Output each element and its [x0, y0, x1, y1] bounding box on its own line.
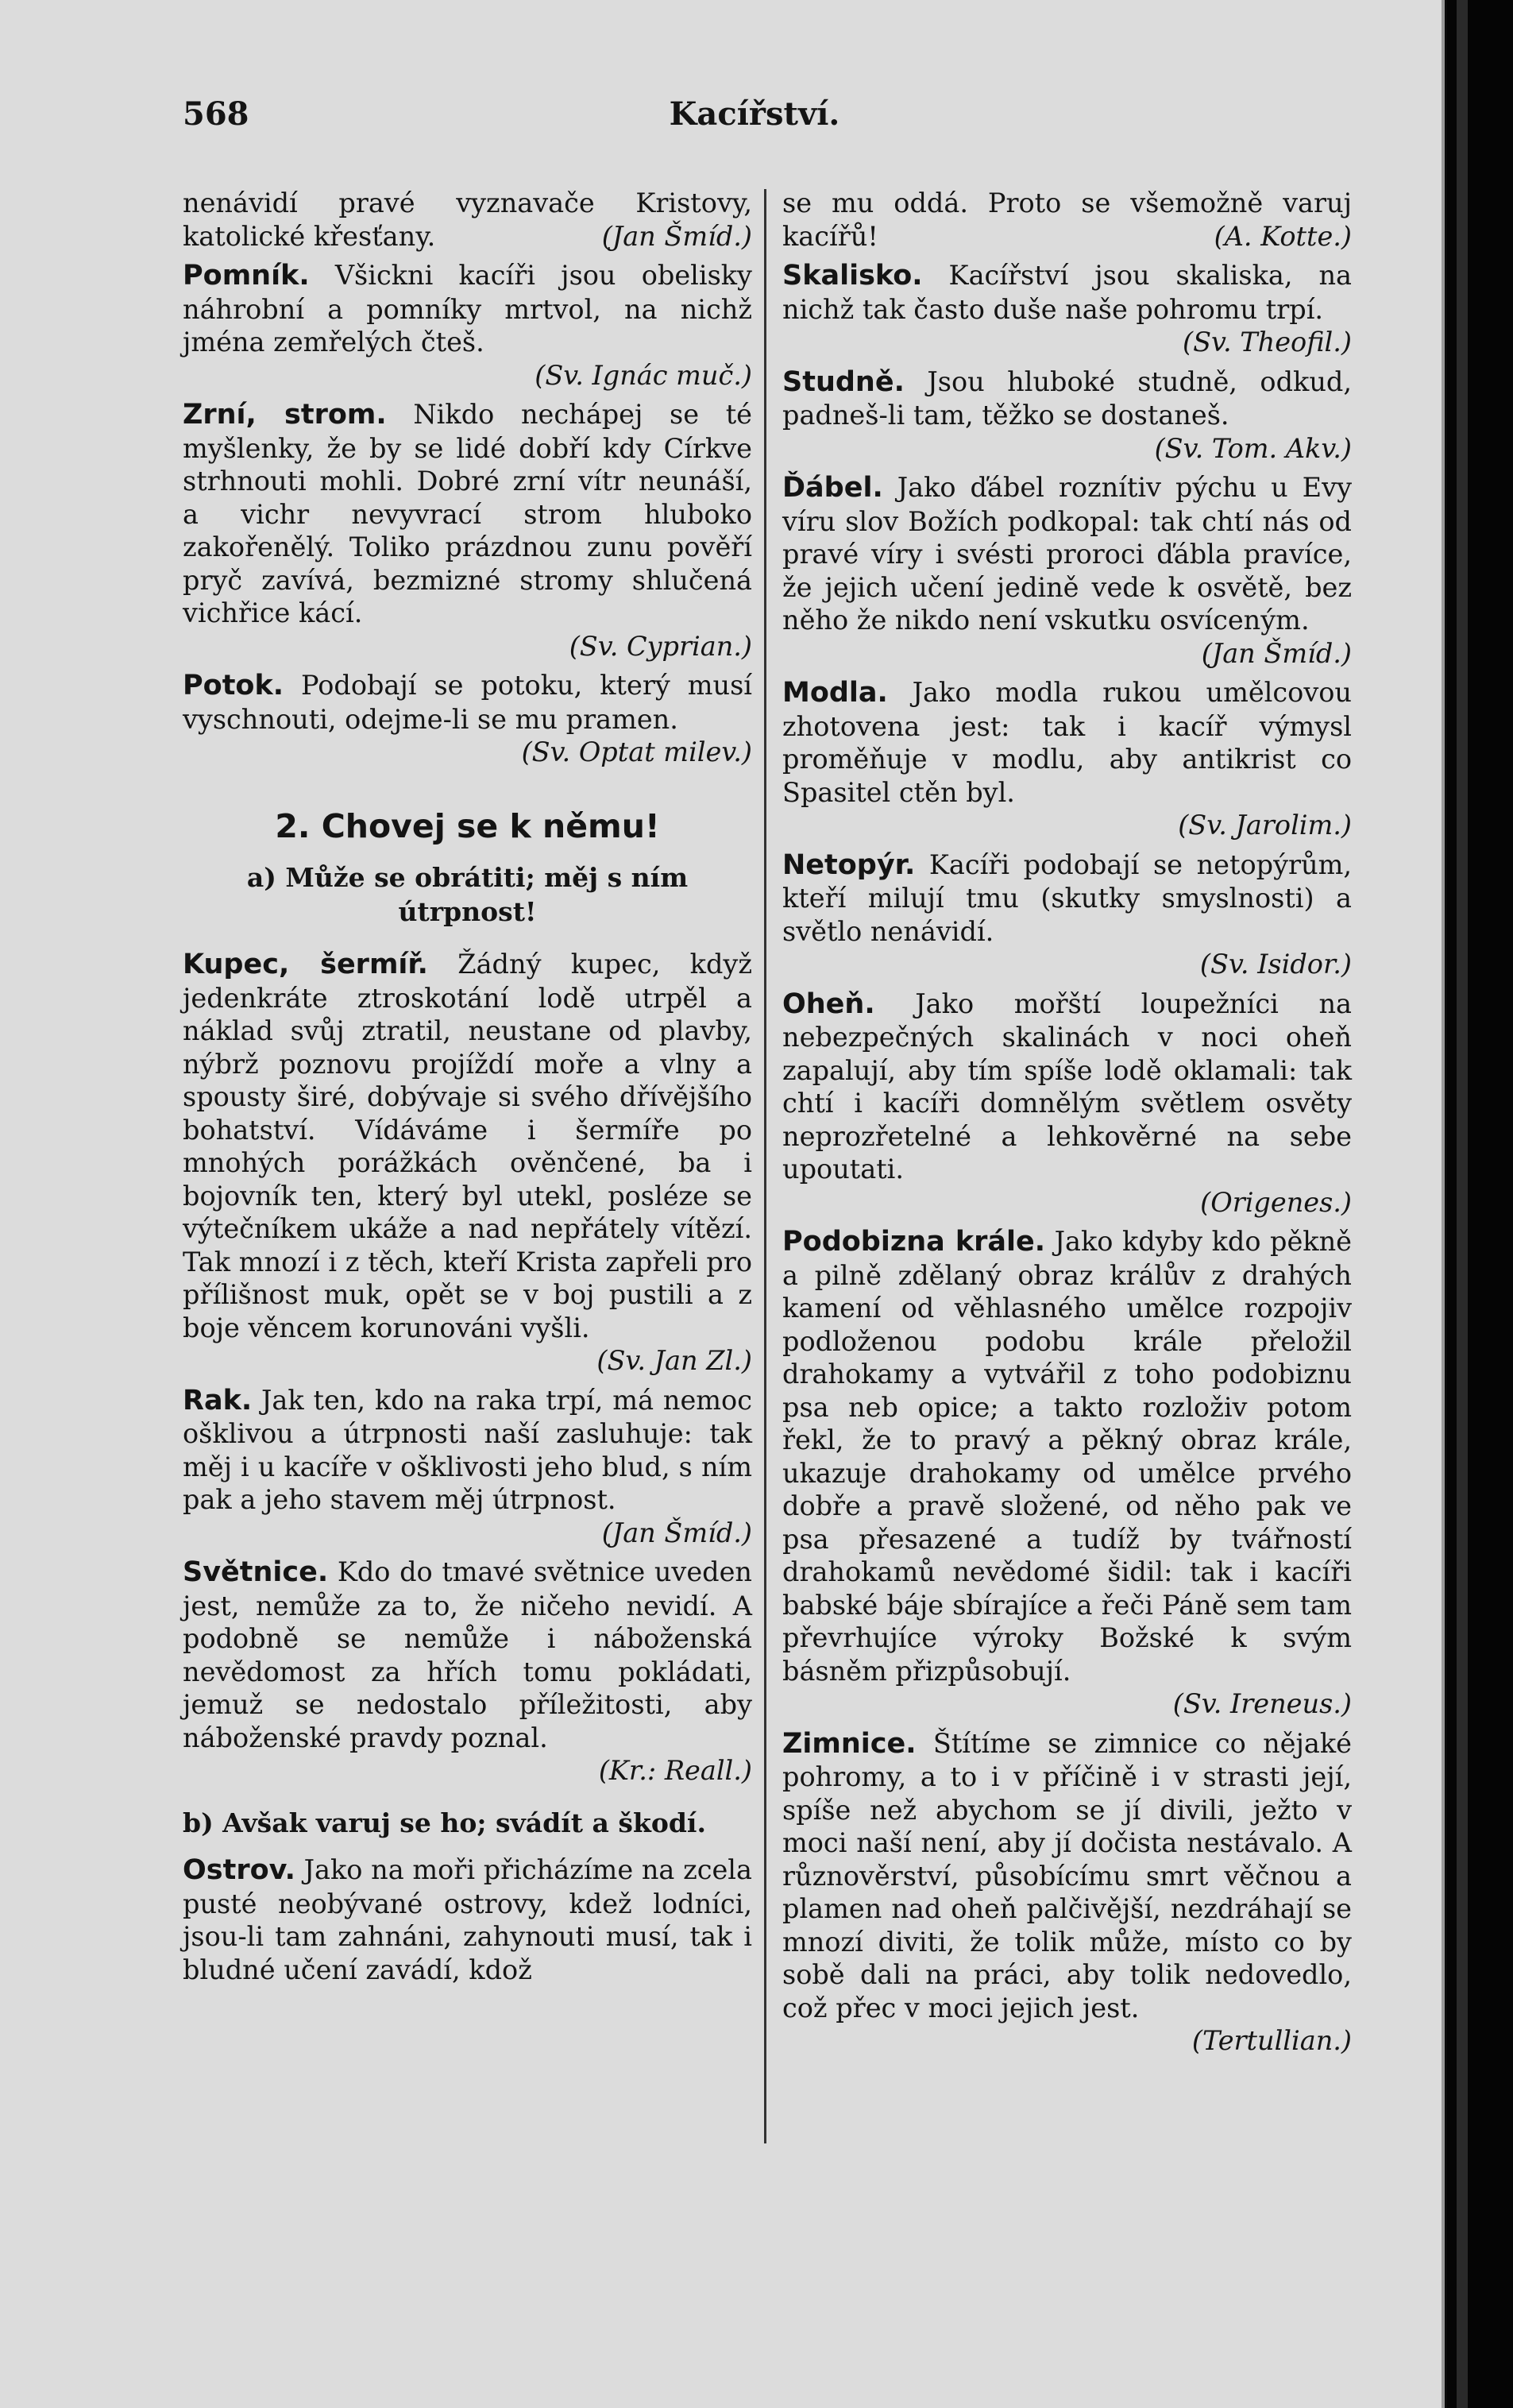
entry-text: Podobají se potoku, který musí vyschnouti, odejme-li se mu pramen. — [183, 670, 752, 735]
entry-paragraph — [782, 988, 1352, 1219]
entry-text: Nikdo nechápej se té myšlenky, že by se lidé dobří kdy Církve strhnouti mohli. Dobré zrní vítr neunáší, a vichr nevyvrací strom hluboko zakořenělý. Toliko prázdnou zunu pověří pryč zavívá, bezmizné stromy shlučená vichřice kácí. — [183, 399, 752, 628]
entry-headword: Studně. — [782, 365, 905, 398]
entry-source: (Sv. Cyprian.) — [569, 630, 752, 662]
entry-text: Kacířství jsou skaliska, na nichž tak často duše naše pohromu trpí. — [782, 260, 1352, 325]
entry-headword: Zimnice. — [782, 1727, 917, 1760]
entry-source: (Sv. Ignác muč.) — [535, 359, 752, 391]
entries-group-a — [183, 259, 752, 769]
entries-group-c — [183, 1853, 752, 1986]
entry-paragraph — [782, 676, 1352, 842]
entry-source: (Sv. Optat milev.) — [521, 736, 752, 767]
entry-source: (Sv. Theofil.) — [1183, 327, 1352, 358]
page-edge-strip — [1457, 0, 1468, 2408]
intro-source: (Jan Šmíd.) — [601, 220, 752, 252]
entry-text: Jako na moři přicházíme na zcela pusté neobývané ostrovy, kdež lodníci, jsou-li tam zahnáni, zahynouti musí, tak i bludné učení zavádí, kdož — [183, 1854, 752, 1985]
entries-group-b — [183, 948, 752, 1788]
entry-text: Jako kdyby kdo pěkně a pilně zdělaný obraz králův z drahých kamení od věhlasného umělce rozpojiv podloženou podobu krále přeložil drahokamy a vytvářil z toho podobiznu psa neb opice; a takto rozloživ potom řekl, že to pravý a pěkný obraz krále, ukazuje drahokamy od umělce prvého dobře a pravě složené, od něho pak ve psa přesazené a tudíž by tvářností drahokamů nevědomé šidil: tak i kacíři babské báje sbírajíce a řeči Páně sem tam převrhujíce výroky Božské k svým básněm přizpůsobují. — [782, 1226, 1353, 1687]
subsection-b-heading: b) Avšak varuj se ho; svádít a škodí. — [183, 1807, 706, 1838]
left-column — [183, 187, 752, 1992]
entry-source: (Tertullian.) — [1191, 2025, 1352, 2056]
entry-headword: Modla. — [782, 677, 888, 709]
entry-source: (Sv. Jarolim.) — [1178, 810, 1352, 841]
entry-source: (Jan Šmíd.) — [1201, 637, 1352, 669]
entry-paragraph — [782, 1225, 1352, 1721]
entry-paragraph — [183, 669, 752, 769]
intro-text: nenávidí pravé vyznavače Kristovy, katolické křesťany. — [183, 187, 752, 252]
entry-paragraph — [183, 1384, 752, 1550]
adjacent-page-edge — [1447, 0, 1513, 2408]
entry-paragraph — [782, 848, 1352, 981]
entry-source: (Sv. Ireneus.) — [1172, 1688, 1352, 1719]
entry-text: Žádný kupec, když jedenkráte ztroskotání lodě utrpěl a náklad svůj ztratil, neustane od plavby, nýbrž poznovu projíždí moře a vlny a spousty širé, dobývaje si svého dřívějšího bohatství. Vídáváme i šermíře po mnohých porážkách ověnčené, ba i bojovník ten, který byl utekl, posléze se výtečníkem ukáže a nad nepřátely vítězí. Tak mnozí i z těch, kteří Krista zapřeli pro přílišnost muk, opět se v boj pustili a z boje věncem korunováni vyšli. — [183, 949, 753, 1343]
entry-text: Jako mořští loupežníci na nebezpečných skalinách v noci oheň zapalují, aby tím spíše lodě oklamali: tak chtí i kacíři domnělým světlem osvěty neprozřetelné a lehkověrné na sebe upoutati. — [782, 988, 1352, 1185]
entries-group-right — [782, 259, 1352, 2058]
entry-source: (Sv. Tom. Akv.) — [1154, 432, 1352, 464]
entry-headword: Oheň. — [782, 988, 875, 1020]
section-title: 2. Chovej se k němu! — [275, 806, 660, 845]
page-number: 568 — [183, 95, 249, 133]
entry-headword: Ostrov. — [183, 1854, 295, 1886]
subsection-a-heading: a) Může se obrátiti; měj s ním útrpnost! — [246, 862, 689, 927]
entry-text: Kacíři podobají se netopýrům, kteří milují tmu (skutky smyslnosti) a světlo nenávidí. — [782, 848, 1352, 947]
entry-headword: Podobizna krále. — [782, 1226, 1046, 1258]
entry-text: Kdo do tmavé světnice uveden jest, nemůže za to, že ničeho nevidí. A podobně se nemůže i náboženská nevědomost za hřích tomu pokládati, jemuž se nedostalo příležitosti, aby náboženské pravdy poznal. — [183, 1556, 752, 1753]
entry-source: (Sv. Isidor.) — [1199, 949, 1352, 980]
column-divider — [764, 189, 766, 2143]
entry-text: Jako modla rukou umělcovou zhotovena jest: tak i kacíř výmysl proměňuje v modlu, aby antikrist co Spasitel ctěn byl. — [782, 677, 1352, 808]
entry-source: (Origenes.) — [1200, 1186, 1352, 1218]
entry-source: (Kr.: Reall.) — [598, 1755, 752, 1786]
continuation-source: (A. Kotte.) — [1214, 220, 1352, 252]
entry-headword: Světnice. — [183, 1556, 329, 1588]
entry-headword: Rak. — [183, 1384, 253, 1417]
entry-source: (Jan Šmíd.) — [601, 1517, 752, 1548]
continuation-text: se mu oddá. Proto se všemožně varuj kacířů! — [782, 187, 1352, 252]
entry-text: Všickni kacíři jsou obelisky náhrobní a pomníky mrtvol, na nichž jména zemřelých čteš. — [183, 260, 752, 358]
entry-paragraph — [183, 398, 752, 663]
entry-headword: Potok. — [183, 670, 284, 702]
entry-paragraph — [782, 1727, 1352, 2058]
entry-paragraph — [782, 259, 1352, 359]
continuation-paragraph — [782, 187, 1352, 253]
intro-paragraph — [183, 187, 752, 253]
entry-text: Jako ďábel roznítiv pýchu u Evy víru slov Božích podkopal: tak chtí nás od pravé víry i svésti proroci ďábla pravíce, že jejich učení jedině vede k osvětě, bez něho že nikdo není vskutku osvíceným. — [782, 472, 1352, 636]
entry-headword: Pomník. — [183, 260, 310, 292]
entry-paragraph — [183, 259, 752, 392]
entry-paragraph — [782, 471, 1352, 670]
running-head: Kacířství. — [669, 95, 840, 133]
entry-headword: Kupec, šermíř. — [183, 949, 428, 980]
entry-paragraph — [183, 1853, 752, 1986]
entry-text: Jsou hluboké studně, odkud, padneš-li tam, těžko se dostaneš. — [782, 365, 1352, 431]
entry-headword: Zrní, strom. — [183, 399, 387, 431]
entry-source: (Sv. Jan Zl.) — [596, 1345, 752, 1376]
page-header — [183, 95, 1326, 143]
entry-paragraph — [183, 1556, 752, 1788]
entry-paragraph — [782, 365, 1352, 466]
entry-paragraph — [183, 948, 752, 1378]
entry-text: Jak ten, kdo na raka trpí, má nemoc ošklivou a útrpnosti naší zasluhuje: tak měj i u kacíře v ošklivosti jeho blud, s ním pak a jeho stavem měj útrpnost. — [183, 1384, 752, 1515]
right-column — [782, 187, 1352, 2064]
entry-headword: Ďábel. — [782, 472, 883, 504]
entry-text: Štítíme se zimnice co nějaké pohromy, a to i v příčině i v strasti její, spíše než abychom se jí divili, ježto v moci naší není, aby jí dočista nestávalo. A různověrství, působícímu smrt věčnou a plamen nad oheň palčivější, nezdráhají se mnozí diviti, že tolik může, místo co by sobě dali na práci, aby tolik nedovedlo, což přec v moci jejich jest. — [782, 1727, 1352, 2023]
entry-headword: Skalisko. — [782, 260, 923, 292]
entry-headword: Netopýr. — [782, 848, 916, 881]
